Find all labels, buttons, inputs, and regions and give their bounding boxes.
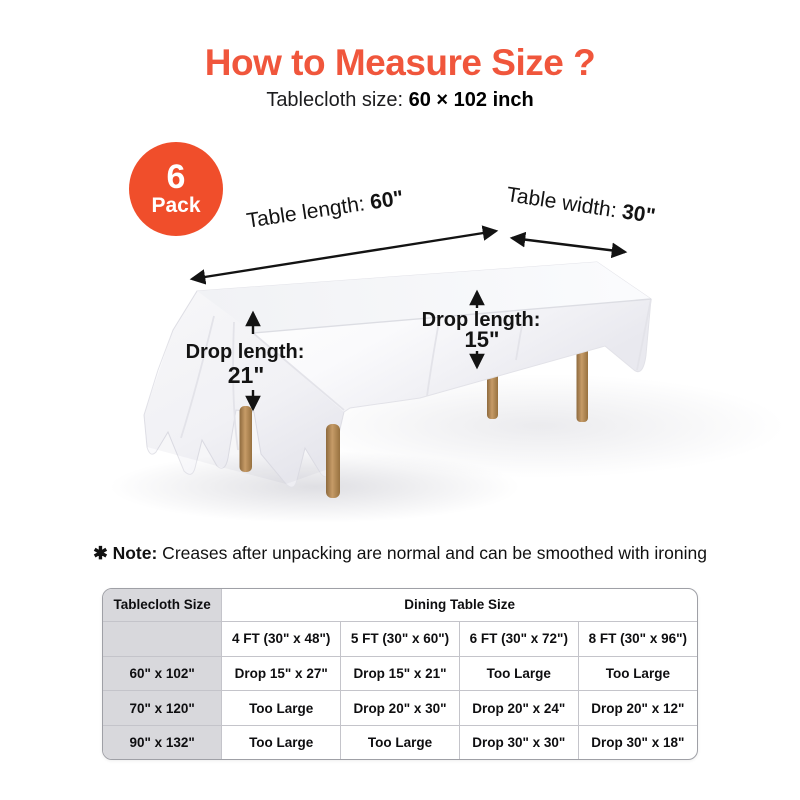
column-header-5ft: 5 FT (30" x 60") [341,621,460,656]
drop-cell: Too Large [222,726,341,759]
note-body: Creases after unpacking are normal and can be smoothed with ironing [157,543,707,563]
drop-right-label: Drop length: [421,309,541,331]
page-title: How to Measure Size ? [204,42,596,83]
drop-cell: Drop 15" x 27" [222,656,341,690]
note-prefix: ✱ Note: [93,543,158,563]
drop-cell: Too Large [222,691,341,726]
row-size-cell: 90" x 132" [103,726,222,759]
group-header-cell: Dining Table Size [222,589,697,621]
drop-left-label: Drop length: [185,341,305,363]
size-chart-header-row [103,589,697,621]
table-width-label: Table width: 30" [505,183,657,229]
drop-left-value: 21" [227,362,265,388]
corner-header-cell: Tablecloth Size [103,589,222,621]
table-length-arrow [192,231,496,279]
drop-right-value: 15" [464,327,500,352]
column-header-8ft: 8 FT (30" x 96") [578,621,697,656]
table-width-arrow [512,238,625,252]
table-leg-front-right [326,424,340,498]
drop-cell: Too Large [341,726,460,759]
empty-header-cell [103,621,222,656]
size-chart-subheader-row [103,621,697,656]
subtitle-value: 60 × 102 inch [408,89,534,111]
drop-cell: Drop 20" x 24" [459,691,578,726]
size-chart [102,588,698,760]
table-length-label: Table length: 60" [245,186,406,233]
drop-cell: Drop 30" x 30" [459,726,578,759]
pack-unit: Pack [151,194,201,218]
drop-cell: Too Large [459,656,578,690]
table-row [103,726,697,759]
drop-cell: Drop 20" x 30" [341,691,460,726]
column-header-6ft: 6 FT (30" x 72") [459,621,578,656]
pack-count: 6 [166,158,186,197]
note-text [0,543,800,564]
column-header-4ft: 4 FT (30" x 48") [222,621,341,656]
table-leg-front-left [240,406,253,472]
subtitle-label: Tablecloth size: [266,89,409,111]
table-row [103,656,697,690]
drop-cell: Drop 20" x 12" [578,691,697,726]
table-row [103,691,697,726]
drop-cell: Drop 15" x 21" [341,656,460,690]
drop-cell: Too Large [578,656,697,690]
drop-cell: Drop 30" x 18" [591,735,685,751]
row-size-cell: 60" x 102" [103,656,222,690]
row-size-cell: 70" x 120" [103,691,222,726]
